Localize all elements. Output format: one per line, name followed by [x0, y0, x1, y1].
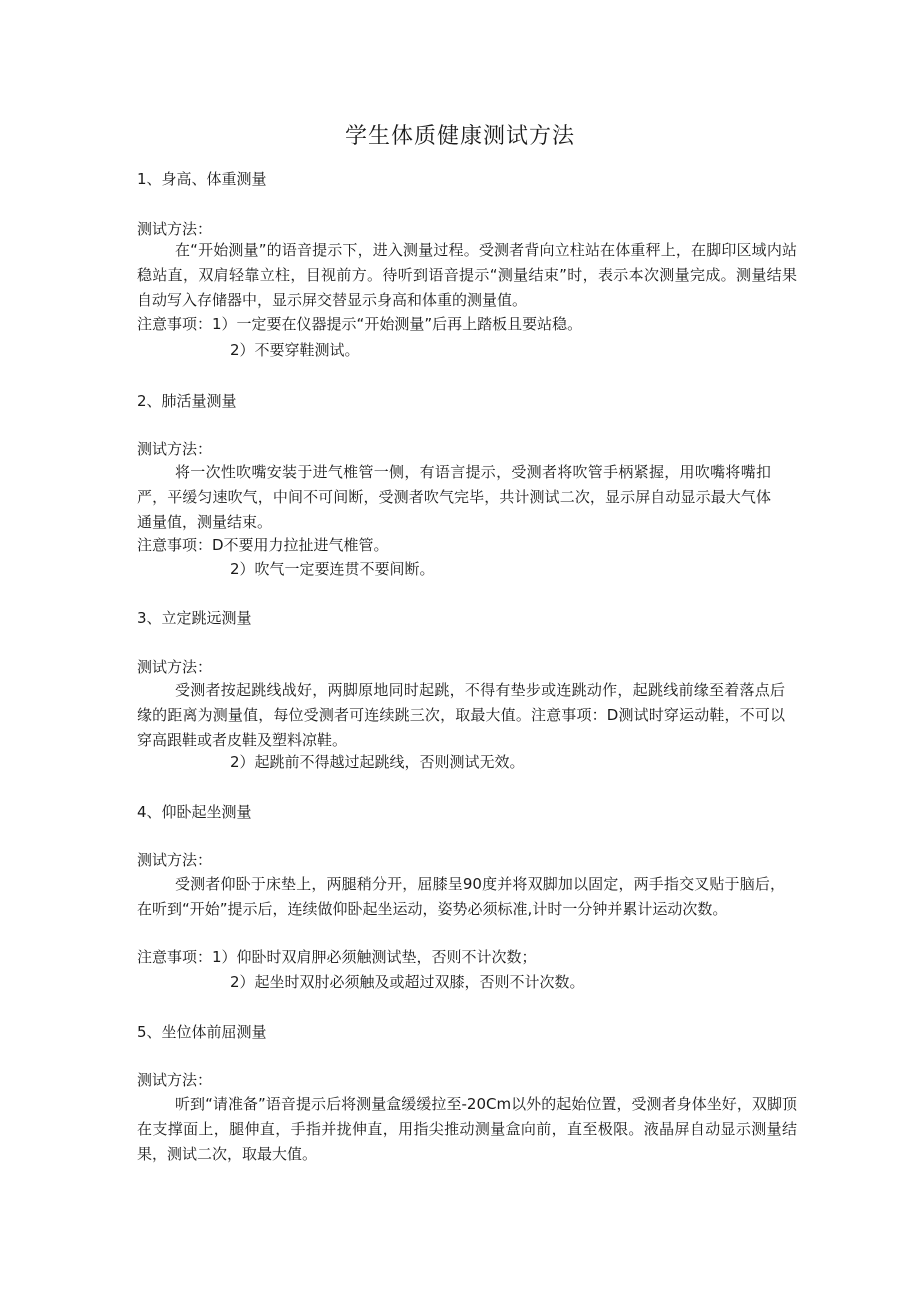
section-4-method-label: 测试方法： — [137, 851, 213, 869]
section-1-note-2: 2）不要穿鞋测试。 — [230, 341, 360, 359]
section-2-body: 将一次性吹嘴安装于进气椎管一侧，有语言提示，受测者将吹管手柄紧握，用吹嘴将嘴扣严，平缓匀速吹气，中间不可间断，受测者吹气完毕，共计测试二次，显示屏自动显示最大气体通量值，测量结束。 — [137, 463, 771, 531]
section-3-heading: 3、立定跳远测量 — [137, 609, 252, 627]
section-2-heading: 2、肺活量测量 — [137, 392, 237, 410]
section-2-note-2: 2）吹气一定要连贯不要间断。 — [230, 560, 435, 578]
section-4-body: 受测者仰卧于床垫上，两腿稍分开，屈膝呈90度并将双脚加以固定，两手指交叉贴于脑后，在听到“开始”提示后，连续做仰卧起坐运动，姿势必须标准,计时一分钟并累计运动次数。 — [137, 875, 785, 918]
section-3-method-label: 测试方法： — [137, 658, 213, 676]
section-1-body: 在“开始测量”的语音提示下，进入测量过程。受测者背向立柱站在体重秤上，在脚印区域内站稳站直，双肩轻靠立柱，目视前方。待听到语音提示“测量结束”时，表示本次测量完成。测量结果自动写入存储器中，显示屏交替显示身高和体重的测量值。 — [137, 241, 797, 309]
section-5-heading: 5、坐位体前屈测量 — [137, 1023, 267, 1041]
section-2-method-label: 测试方法： — [137, 440, 213, 458]
section-3-note-2: 2）起跳前不得越过起跳线，否则测试无效。 — [230, 753, 525, 771]
section-1-method-label: 测试方法： — [137, 220, 213, 238]
section-4-heading: 4、仰卧起坐测量 — [137, 803, 252, 821]
section-2-note-1: 注意事项：D不要用力拉扯进气椎管。 — [137, 536, 389, 554]
section-4-note-2: 2）起坐时双肘必须触及或超过双膝，否则不计次数。 — [230, 973, 585, 991]
page-title: 学生体质健康测试方法 — [344, 124, 575, 149]
section-5-body: 听到“请准备”语音提示后将测量盒缓缓拉至-20Cm以外的起始位置，受测者身体坐好，双脚顶在支撑面上，腿伸直，手指并拢伸直，用指尖推动测量盒向前，直至极限。液晶屏自动显示测量结果，测试二次，取最大值。 — [137, 1095, 797, 1163]
section-1-heading: 1、身高、体重测量 — [137, 170, 267, 188]
section-1-note-1: 注意事项：1）一定要在仪器提示“开始测量”后再上踏板且要站稳。 — [137, 315, 583, 333]
section-5-method-label: 测试方法： — [137, 1071, 213, 1089]
section-3-body: 受测者按起跳线战好，两脚原地同时起跳，不得有垫步或连跳动作，起跳线前缘至着落点后缘的距离为测量值，每位受测者可连续跳三次，取最大值。注意事项：D测试时穿运动鞋，不可以穿高跟鞋或者皮鞋及塑料凉鞋。 — [137, 681, 785, 749]
section-4-note-1: 注意事项：1）仰卧时双肩胛必须触测试垫，否则不计次数； — [137, 948, 537, 966]
